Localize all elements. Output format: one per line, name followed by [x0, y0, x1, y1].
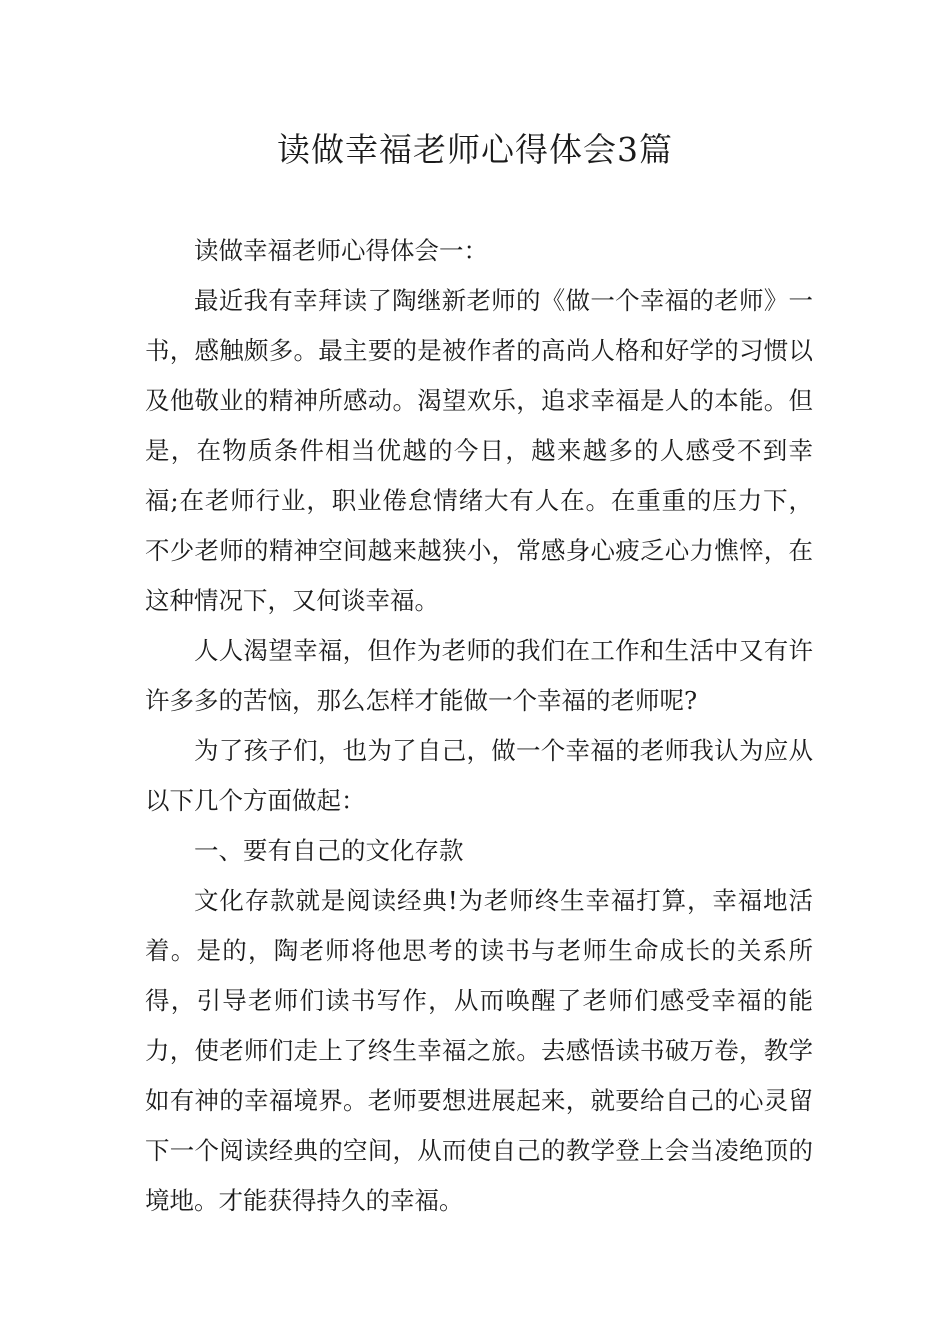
body-paragraph: 人人渴望幸福，但作为老师的我们在工作和生活中又有许许多多的苦恼，那么怎样才能做一个幸福的老师呢?: [145, 636, 813, 715]
section-heading-1: 读做幸福老师心得体会一：: [194, 236, 488, 265]
body-paragraph: 文化存款就是阅读经典!为老师终生幸福打算，幸福地活着。是的，陶老师将他思考的读书与老师生命成长的关系所得，引导老师们读书写作，从而唤醒了老师们感受幸福的能力，使老师们走上了终生幸福之旅。去感悟读书破万卷，教学如有神的幸福境界。老师要想进展起来，就要给自己的心灵留下一个阅读经典的空间，从而使自己的教学登上会当凌绝顶的境地。才能获得持久的幸福。: [145, 886, 813, 1215]
body-paragraph: 为了孩子们，也为了自己，做一个幸福的老师我认为应从以下几个方面做起：: [145, 736, 813, 815]
subsection-heading: 一、要有自己的文化存款: [194, 836, 464, 865]
body-paragraph: 最近我有幸拜读了陶继新老师的《做一个幸福的老师》一书，感触颇多。最主要的是被作者的高尚人格和好学的习惯以及他敬业的精神所感动。渴望欢乐，追求幸福是人的本能。但是，在物质条件相当优越的今日，越来越多的人感受不到幸福;在老师行业，职业倦怠情绪大有人在。在重重的压力下，不少老师的精神空间越来越狭小，常感身心疲乏心力憔悴，在这种情况下，又何谈幸福。: [145, 286, 813, 615]
document-title: 读做幸福老师心得体会3篇: [277, 130, 673, 169]
document-body: [145, 226, 813, 1226]
